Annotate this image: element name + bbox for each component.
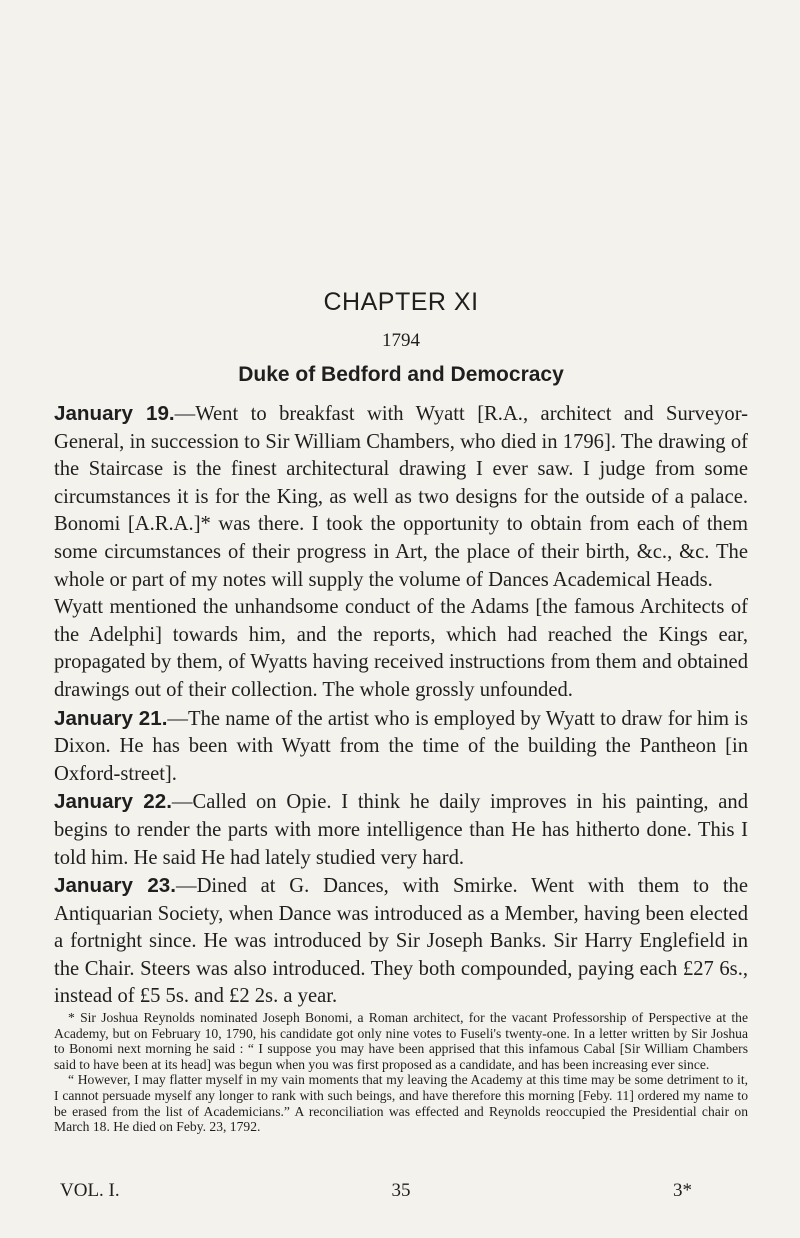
entry-date: January 23.	[54, 874, 176, 898]
diary-entry	[54, 872, 748, 1011]
signature-mark: 3*	[673, 1180, 692, 1201]
diary-entry	[54, 705, 748, 789]
footnote: * Sir Joshua Reynolds nominated Joseph Bonomi, a Roman architect, for the vacant Professorship of Perspective at the Academy, but on February 10, 1790, his candidate got only nine votes to Fuseli's twenty-one. In a letter written by Sir Joshua to Bonomi next morning he said : “ I suppose you may have been apprised that this infamous Cabal [Sir William Chambers said to have been at its head] was begun when you was first proposed as a candidate, and has been increasing ever since.	[54, 1010, 748, 1072]
year-heading: 1794	[382, 330, 420, 351]
entry-date: January 19.	[54, 402, 175, 425]
diary-entry	[54, 400, 748, 594]
footnote: “ However, I may flatter myself in my vain moments that my leaving the Academy at this time may be some detriment to it, I cannot persuade myself any longer to rank with such beings, and have therefore this morning [Feby. 11] ordered my name to be erased from the list of Academicians.” A reconciliation was effected and Reynolds reoccupied the Presidential chair on March 18. He died on Feby. 23, 1792.	[54, 1072, 748, 1135]
chapter-heading: CHAPTER XI	[323, 288, 479, 316]
entry-text: —Dined at G. Dances, with Smirke. Went with them to the Antiquarian Society, when Dance was introduced as a Member, having been elected a fortnight since. He was introduced by Sir Joseph Banks. Sir Harry Englefield in the Chair. Steers was also introduced. They both compounded, paying each £27 6s., instead of £5 5s. and £2 2s. a year.	[54, 875, 748, 1008]
entry-date: January 21.	[54, 706, 168, 730]
entry-text: —Called on Opie. I think he daily improves in his painting, and begins to render the parts with more intelligence than He has hitherto done. This I told him. He said He had lately studied very hard.	[54, 791, 748, 869]
entry-text: —The name of the artist who is employed by Wyatt to draw for him is Dixon. He has been with Wyatt from the time of the building the Pantheon [in Oxford-street].	[54, 707, 748, 785]
footnotes	[54, 1010, 748, 1135]
entry-date: January 22.	[54, 790, 172, 814]
entry-text: Wyatt mentioned the unhandsome conduct of the Adams [the famous Architects of the Adelphi] towards him, and the reports, which had reached the Kings ear, propagated by them, of Wyatts having received instructions from them and obtained drawings out of their collection. The whole grossly unfounded.	[54, 596, 748, 701]
page-footer	[54, 1180, 748, 1210]
chapter-subtitle: Duke of Bedford and Democracy	[238, 363, 564, 386]
diary-body	[54, 400, 748, 1011]
entry-text: —Went to breakfast with Wyatt [R.A., architect and Surveyor-General, in succession to Sir William Chambers, who died in 1796]. The drawing of the Staircase is the finest architectural drawing I ever saw. I judge from some circumstances it is for the King, as well as two designs for the outside of a palace. Bonomi [A.R.A.]* was there. I took the opportunity to obtain from each of them some circumstances of their progress in Art, the place of their birth, &c., &c. The whole or part of my notes will supply the volume of Dances Academical Heads.	[54, 403, 748, 591]
page-number: 35	[391, 1180, 411, 1201]
diary-entry	[54, 594, 748, 704]
volume-label: VOL. I.	[60, 1180, 120, 1201]
diary-entry	[54, 788, 748, 872]
